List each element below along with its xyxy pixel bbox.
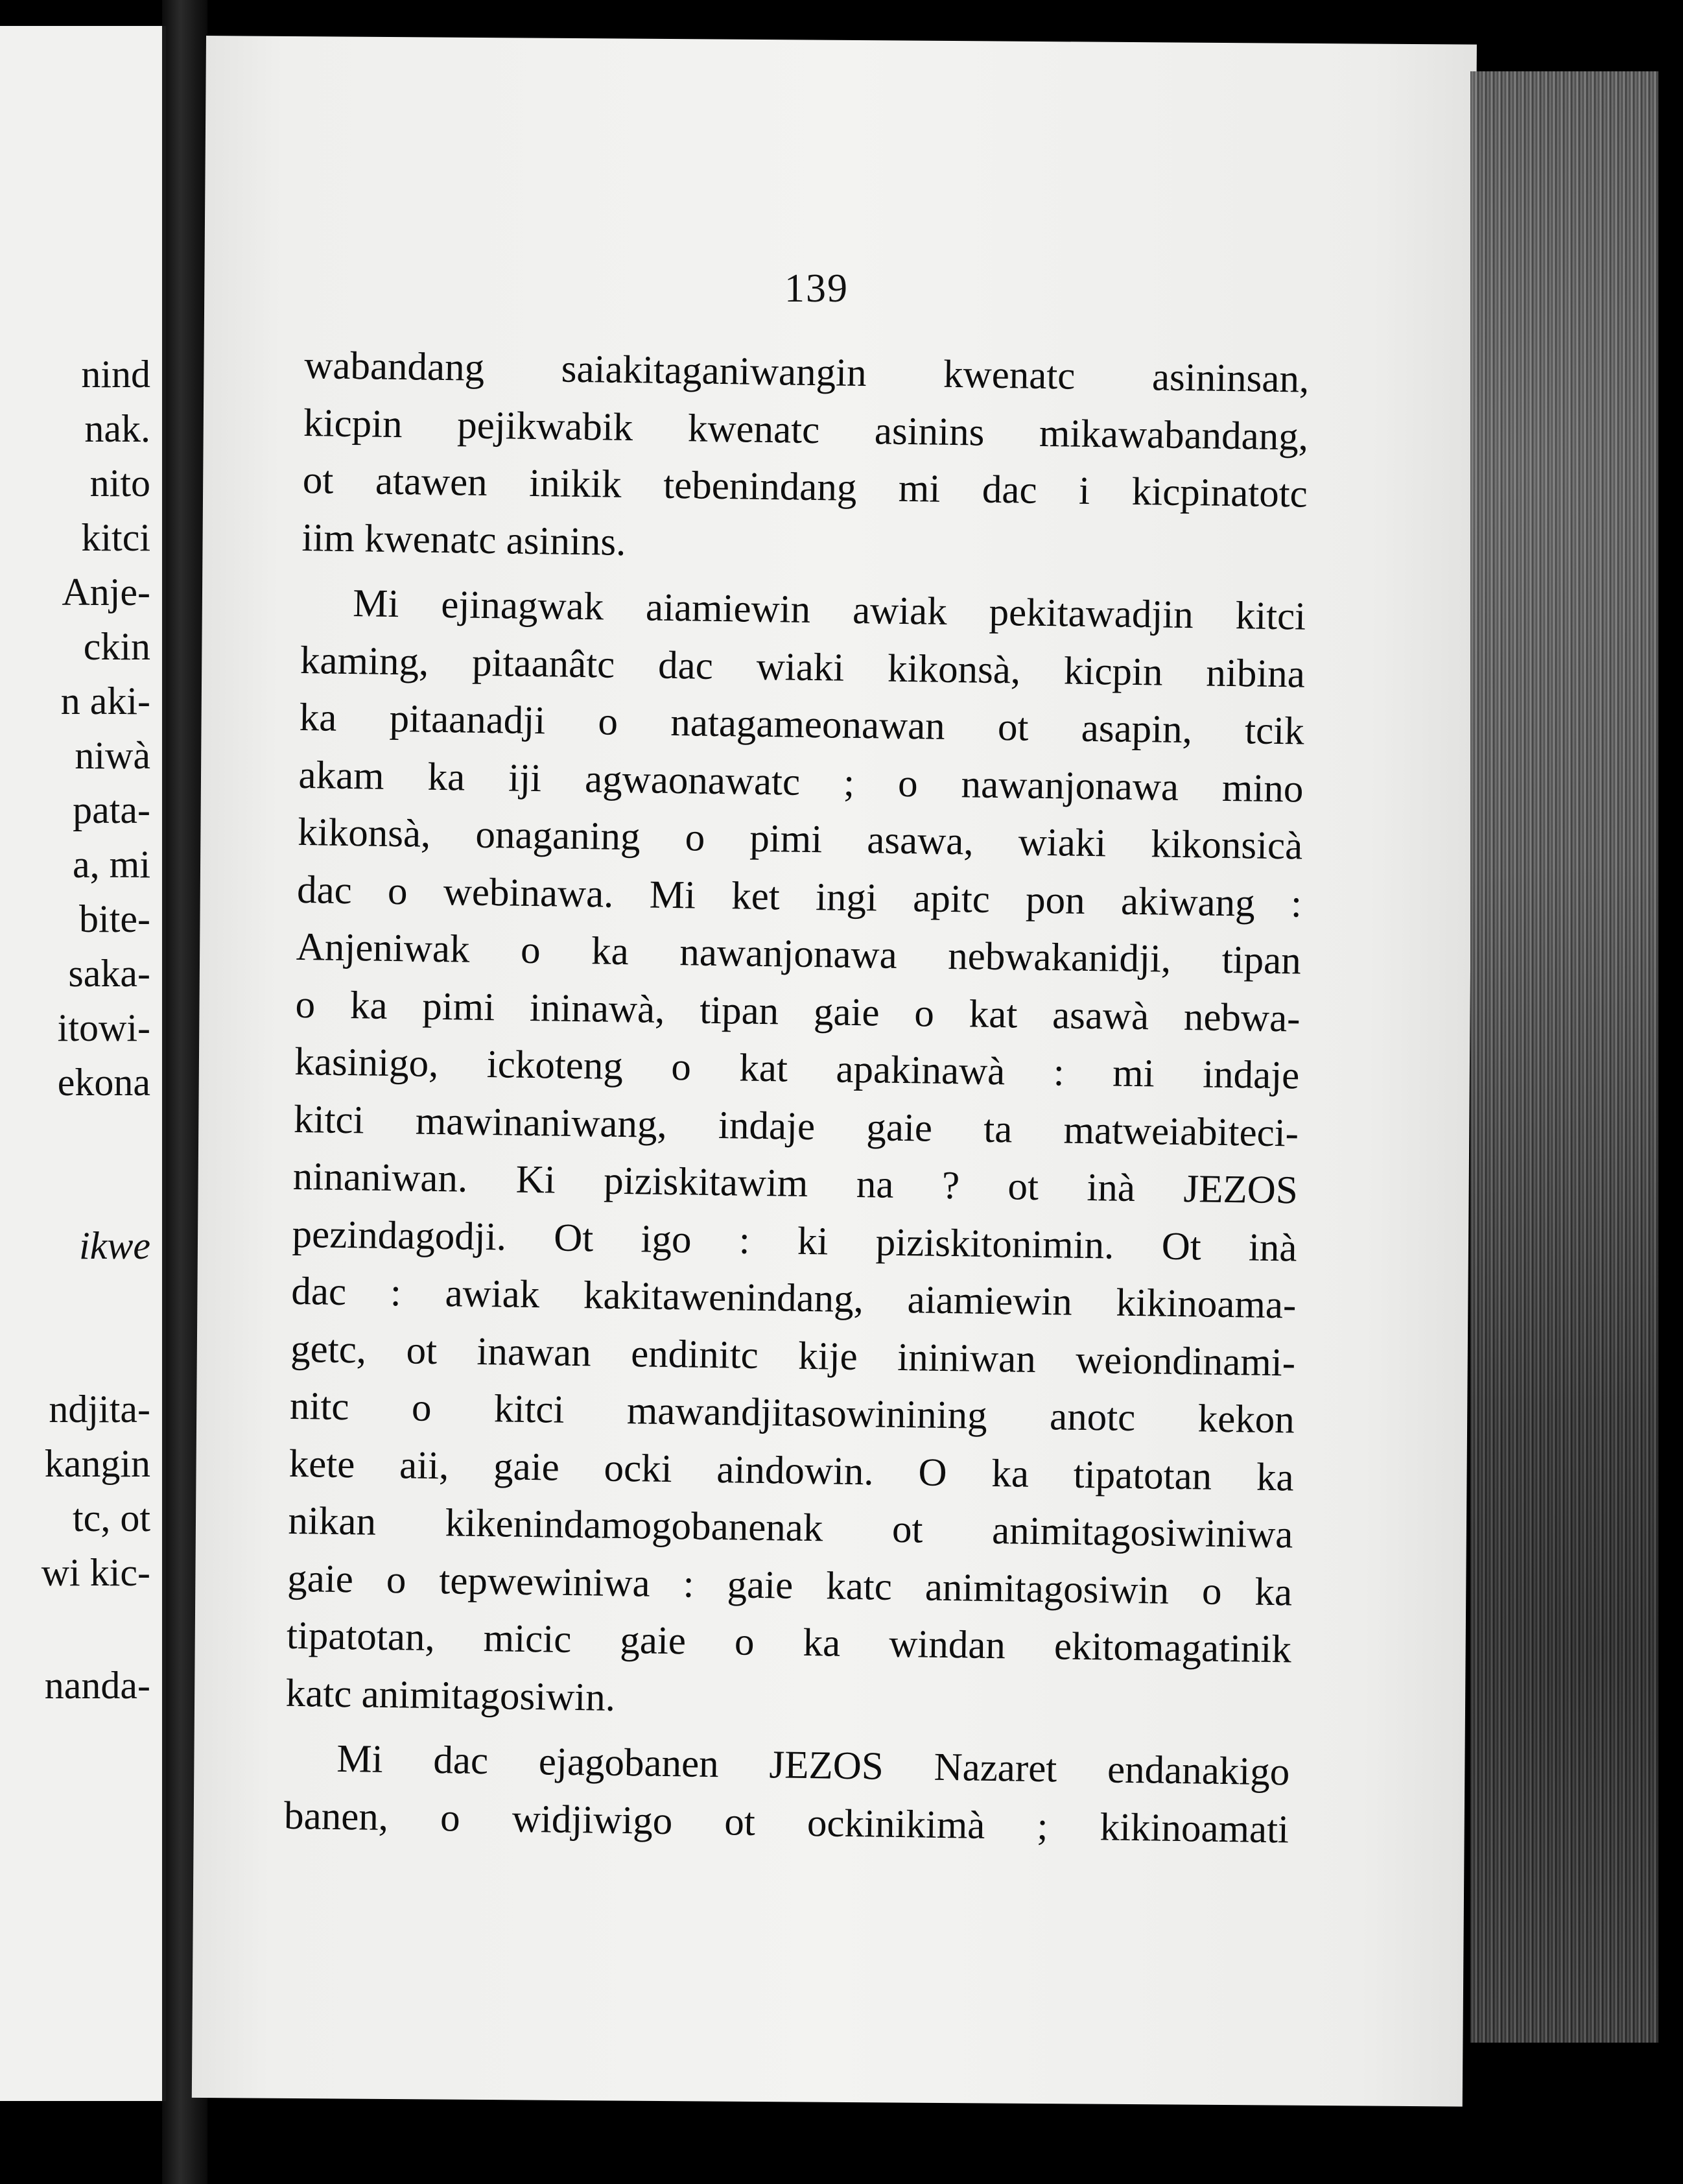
left-page-line: a, mi <box>73 843 150 886</box>
left-page-line: niwà <box>75 734 150 777</box>
left-page-line: n aki- <box>60 680 150 722</box>
text-line: Mi dac ejagobanen JEZOS Nazaret endanakigo <box>336 1737 1290 1794</box>
text-line: katc animitagosiwin. <box>285 1671 616 1720</box>
left-page-line: nak. <box>84 407 150 450</box>
text-line: kikonsà, onaganing o pimi asawa, wiaki kikonsicà <box>297 810 1303 868</box>
left-page-line: nanda- <box>44 1664 150 1707</box>
spacer <box>0 1600 150 1658</box>
left-page-fragment <box>0 26 166 2101</box>
page-body-text <box>284 337 1310 1858</box>
left-page-line: ikwe <box>79 1224 150 1267</box>
text-line: kaming, pitaanâtc dac wiaki kikonsà, kicpin nibina <box>300 638 1306 696</box>
spacer <box>0 1110 150 1218</box>
left-page-line: nito <box>89 462 150 504</box>
text-line: ot atawen inikik tebenindang mi dac i kicpinatotc <box>302 458 1308 516</box>
text-line: banen, o widjiwigo ot ockinikimà ; kikinoamati <box>283 1794 1289 1851</box>
paragraph <box>285 575 1306 1736</box>
left-page-line: Anje- <box>62 571 150 613</box>
text-line: Mi ejinagwak aiamiewin awiak pekitawadjin kitci <box>352 582 1306 639</box>
left-page-line: kitci <box>81 516 150 559</box>
text-line: nikan kikenindamogobanenak ot animitagosiwiniwa <box>288 1499 1293 1557</box>
left-page-line: nind <box>81 353 150 396</box>
text-line: o ka pimi ininawà, tipan gaie o kat asawà nebwa- <box>295 982 1300 1041</box>
left-page-line: ekona <box>57 1061 150 1104</box>
text-line: kete aii, gaie ocki aindowin. O ka tipatotan ka <box>288 1442 1295 1499</box>
text-line: akam ka iji agwaonawatc ; o nawanjonawa mino <box>298 753 1304 811</box>
page-number: 139 <box>784 267 849 311</box>
text-line: kasinigo, ickoteng o kat apakinawà : mi indaje <box>294 1039 1300 1098</box>
text-line: Anjeniwak o ka nawanjonawa nebwakanidji, tipan <box>296 925 1302 983</box>
text-line: kitci mawinaniwang, indaje gaie ta matweiabiteci- <box>293 1097 1299 1156</box>
text-line: ka pitaanadji o natagameonawan ot asapin, tcik <box>299 695 1305 754</box>
text-line: pezindagodji. Ot igo : ki piziskitonimin. Ot inà <box>292 1212 1298 1270</box>
left-page-line: ndjita- <box>49 1388 150 1430</box>
text-line: ninaniwan. Ki piziskitawim na ? ot inà JEZOS <box>292 1154 1299 1213</box>
left-page-line: kangin <box>44 1442 150 1485</box>
page-edges-shading <box>1470 71 1658 2043</box>
left-page-text <box>0 347 150 1713</box>
spacer <box>0 1273 150 1382</box>
left-page-line: bite- <box>79 897 150 940</box>
paragraph <box>284 1730 1290 1859</box>
text-line: dac o webinawa. Mi ket ingi apitc pon akiwang : <box>296 868 1302 926</box>
text-line: getc, ot inawan endinitc kije ininiwan weiondinami- <box>290 1327 1296 1384</box>
left-page-line: itowi- <box>57 1006 150 1049</box>
text-line: nitc o kitci mawandjitasowinining anotc kekon <box>289 1384 1295 1442</box>
left-page-line: ckin <box>83 625 150 668</box>
left-page-line: wi kic- <box>41 1551 150 1594</box>
text-line: iim kwenatc asinins. <box>301 516 626 564</box>
text-line: tipatotan, micic gaie o ka windan ekitomagatinik <box>286 1613 1292 1672</box>
text-line: kicpin pejikwabik kwenatc asinins mikawabandang, <box>303 401 1309 459</box>
text-line: wabandang saiakitaganiwangin kwenatc asininsan, <box>303 343 1310 401</box>
paragraph <box>301 337 1310 581</box>
text-line: dac : awiak kakitawenindang, aiamiewin kikinoama- <box>290 1269 1297 1327</box>
text-line: gaie o tepwewiniwa : gaie katc animitagosiwin o ka <box>287 1556 1293 1614</box>
left-page-line: pata- <box>73 789 150 831</box>
left-page-line: tc, ot <box>73 1497 150 1539</box>
left-page-line: saka- <box>68 952 150 995</box>
